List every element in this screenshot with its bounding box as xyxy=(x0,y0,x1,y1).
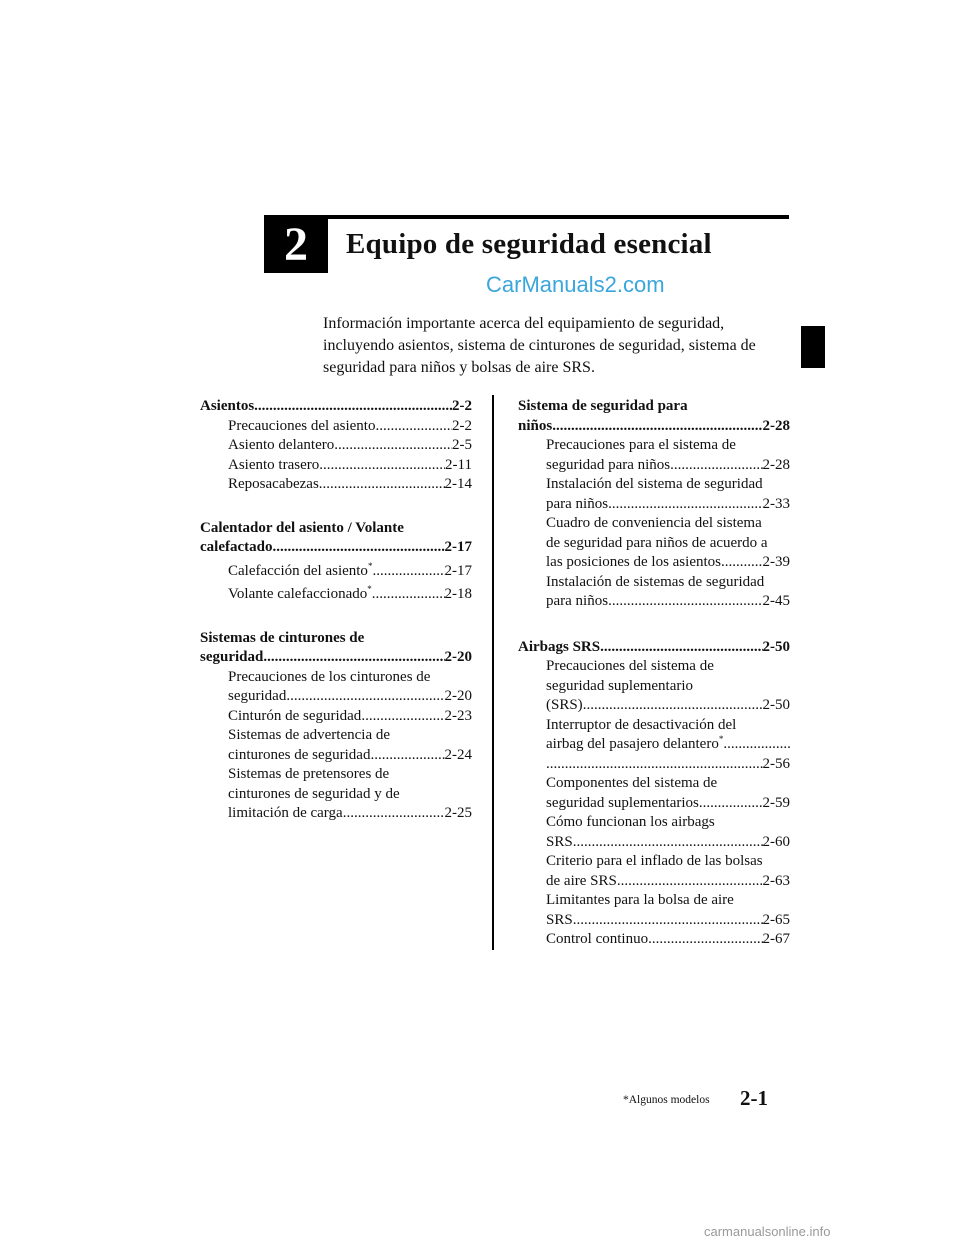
asterisk-mark: * xyxy=(367,584,372,594)
toc-right-column xyxy=(518,397,790,950)
toc-item[interactable]: SRS ..... 2-60 xyxy=(518,833,790,853)
toc-item[interactable]: para niños ..... 2-45 xyxy=(518,592,790,612)
chapter-number: 2 xyxy=(264,215,328,273)
column-divider xyxy=(492,395,494,950)
toc-item[interactable]: las posiciones de los asientos ..... 2-39 xyxy=(518,553,790,573)
page-number: 2-1 xyxy=(740,1086,768,1110)
toc-item[interactable]: Cinturón de seguridad ..... 2-23 xyxy=(200,707,472,727)
toc-item-line[interactable]: Cómo funcionan los airbags xyxy=(546,814,715,830)
toc-item-line[interactable]: seguridad suplementario xyxy=(546,677,694,694)
toc-section-calentador-cont[interactable]: calefactado ..... 2-17 xyxy=(200,538,472,558)
toc-item[interactable]: seguridad para niños ..... 2-28 xyxy=(518,456,790,476)
chapter-title: Equipo de seguridad esencial xyxy=(346,228,712,260)
asterisk-mark: * xyxy=(367,560,373,571)
toc-section-asientos[interactable]: Asientos ..... 2-2 xyxy=(200,397,472,417)
chapter-intro xyxy=(323,313,793,379)
toc-item[interactable]: cinturones de seguridad ..... 2-24 xyxy=(200,746,472,766)
chapter-side-tab xyxy=(801,326,825,368)
toc-section-airbags[interactable]: Airbags SRS ..... 2-50 xyxy=(518,638,790,658)
toc-item[interactable]: seguridad suplementarios ..... 2-59 xyxy=(518,794,790,814)
asterisk-mark: * xyxy=(718,734,724,744)
toc-item-line[interactable]: Sistemas de advertencia de xyxy=(228,727,391,743)
toc-item-line[interactable]: Precauciones de los cinturones de xyxy=(228,668,431,685)
chapter-rule xyxy=(328,215,789,219)
intro-line: incluyendo asientos, sistema de cinturones de seguridad, sistema de xyxy=(323,337,756,354)
toc-item[interactable]: SRS ..... 2-65 xyxy=(518,911,790,931)
toc-item[interactable]: limitación de carga ..... 2-25 xyxy=(200,804,472,824)
toc-item[interactable]: ..... 2-56 xyxy=(518,755,790,775)
toc-item[interactable]: Asiento trasero ..... 2-11 xyxy=(200,456,472,476)
toc-item-line[interactable]: cinturones de seguridad y de xyxy=(228,785,400,802)
toc-item[interactable]: (SRS) ..... 2-50 xyxy=(518,696,790,716)
intro-line: seguridad para niños y bolsas de aire SRS. xyxy=(323,359,595,376)
toc-left-column xyxy=(200,397,472,824)
toc-item[interactable]: de aire SRS ..... 2-63 xyxy=(518,872,790,892)
toc-item-line[interactable]: de seguridad para niños de acuerdo a xyxy=(546,534,768,551)
toc-item[interactable]: para niños ..... 2-33 xyxy=(518,495,790,515)
toc-section-cinturones-cont[interactable]: seguridad ..... 2-20 xyxy=(200,648,472,668)
intro-line: Información importante acerca del equipamiento de seguridad, xyxy=(323,315,725,332)
toc-section-cinturones[interactable]: Sistemas de cinturones de xyxy=(200,629,365,646)
toc-item[interactable]: Reposacabezas ..... 2-14 xyxy=(200,475,472,495)
toc-section-ninos[interactable]: Sistema de seguridad para xyxy=(518,398,688,414)
toc-item-line[interactable]: Instalación de sistemas de seguridad xyxy=(546,573,765,590)
toc-item-line[interactable]: Cuadro de conveniencia del sistema xyxy=(546,515,762,531)
toc-item-line[interactable]: Precauciones del sistema de xyxy=(546,658,714,674)
toc-item[interactable]: Volante calefaccionado* ..... 2-18 xyxy=(200,585,472,605)
toc-item-line[interactable]: Criterio para el inflado de las bolsas xyxy=(546,853,763,869)
toc-item-line[interactable]: Componentes del sistema de xyxy=(546,775,718,791)
toc-item[interactable]: seguridad ..... 2-20 xyxy=(200,687,472,707)
toc-item-line[interactable]: Interruptor de desactivación del xyxy=(546,716,737,733)
toc-section-calentador[interactable]: Calentador del asiento / Volante xyxy=(200,519,404,536)
toc-item-line[interactable]: Instalación del sistema de seguridad xyxy=(546,476,763,492)
footer-note: *Algunos modelos xyxy=(623,1094,710,1106)
toc-item-line[interactable]: airbag del pasajero delantero* ..... xyxy=(518,735,790,755)
toc-item-line[interactable]: Sistemas de pretensores de xyxy=(228,766,390,782)
watermark: CarManuals2.com xyxy=(486,272,665,297)
toc-item[interactable]: Precauciones del asiento ..... 2-2 xyxy=(200,417,472,437)
toc-item[interactable]: Calefacción del asiento* ..... 2-17 xyxy=(200,562,472,582)
toc-section-ninos-cont[interactable]: niños ..... 2-28 xyxy=(518,417,790,437)
toc-item-line[interactable]: Limitantes para la bolsa de aire xyxy=(546,892,734,908)
toc-item[interactable]: Control continuo ..... 2-67 xyxy=(518,930,790,950)
toc-item-line[interactable]: Precauciones para el sistema de xyxy=(546,437,736,453)
site-watermark: carmanualsonline.info xyxy=(704,1224,831,1239)
toc-item[interactable]: Asiento delantero ..... 2-5 xyxy=(200,436,472,456)
